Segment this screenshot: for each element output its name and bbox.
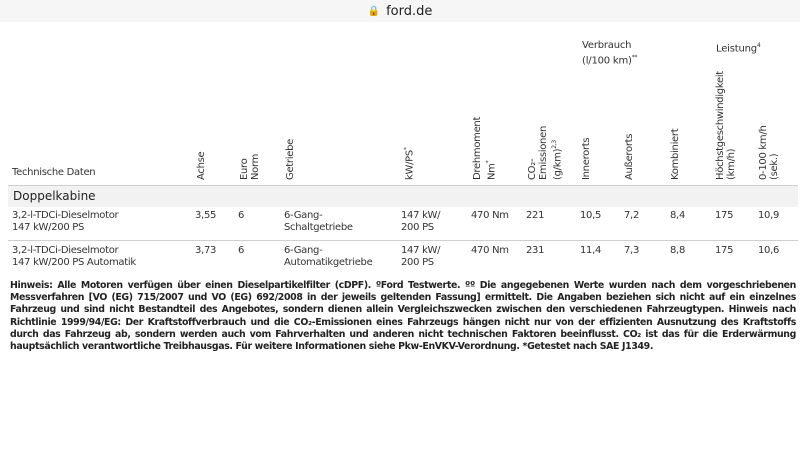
- col-header-technische-daten: Technische Daten: [12, 167, 96, 178]
- cell-getriebe: 6-Gang- Automatikgetriebe: [284, 245, 373, 268]
- group-header-leistung: [716, 40, 761, 55]
- table-row: [8, 240, 798, 277]
- cell-beschl: 10,6: [758, 245, 780, 256]
- col-header-innerorts: Innerorts: [581, 137, 592, 180]
- leistung-footnote: 4: [756, 42, 761, 49]
- cell-achse: 3,55: [195, 210, 217, 221]
- vmax-line2: (km/h): [726, 148, 737, 180]
- euro-norm-line2: Norm: [250, 153, 261, 180]
- cell-kwps: 147 kW/ 200 PS: [401, 210, 441, 233]
- euro-norm-line1: Euro: [239, 158, 250, 180]
- co2-line3: (g/km): [552, 148, 564, 180]
- drehmoment-footnote: *: [485, 160, 492, 164]
- cell-vmax: 175: [715, 210, 734, 221]
- cell-kombiniert: 8,4: [670, 210, 686, 221]
- col-header-achse: Achse: [196, 151, 207, 180]
- cell-co2: 231: [526, 245, 545, 256]
- cell-technik: 3,2-l-TDCi-Dieselmotor 147 kW/200 PS Automatik: [12, 245, 136, 268]
- col-header-drehmoment: [472, 117, 497, 180]
- drehmoment-line2: Nm: [486, 163, 498, 180]
- cell-kombiniert: 8,8: [670, 245, 686, 256]
- table-row: [8, 206, 798, 242]
- cell-co2: 221: [526, 210, 545, 221]
- co2-line2: Emissionen: [538, 126, 549, 180]
- cell-vmax: 175: [715, 245, 734, 256]
- cell-achse: 3,73: [195, 245, 217, 256]
- vmax-line1: Höchstgeschwindigkeit: [715, 71, 726, 180]
- col-header-euro-norm: [239, 154, 261, 180]
- cell-getriebe: 6-Gang- Schaltgetriebe: [284, 210, 353, 233]
- cell-innerorts: 11,4: [580, 245, 602, 256]
- verbrauch-unit: (l/100 km): [582, 55, 632, 67]
- cell-drehmoment: 470 Nm: [471, 245, 509, 256]
- co2-footnote: 2,3: [551, 140, 558, 149]
- cell-euro: 6: [238, 210, 245, 221]
- cell-ausserorts: 7,3: [624, 245, 640, 256]
- col-header-beschleunigung: [758, 126, 780, 180]
- cell-ausserorts: 7,2: [624, 210, 640, 221]
- cell-innerorts: 10,5: [580, 210, 602, 221]
- domain-label: ford.de: [386, 3, 433, 19]
- col-header-kombiniert: Kombiniert: [670, 128, 681, 180]
- cell-beschl: 10,9: [758, 210, 780, 221]
- col-header-hoechstgeschwindigkeit: [715, 71, 737, 180]
- address-bar[interactable]: [0, 0, 800, 22]
- cell-drehmoment: 470 Nm: [471, 210, 509, 221]
- cell-technik: 3,2-l-TDCi-Dieselmotor 147 kW/200 PS: [12, 210, 119, 233]
- verbrauch-label: Verbrauch: [582, 40, 632, 51]
- col-header-kw-ps: [401, 147, 415, 180]
- lock-icon: 🔒: [367, 5, 381, 17]
- cell-kwps: 147 kW/ 200 PS: [401, 245, 441, 268]
- section-header: [8, 185, 798, 207]
- co2-line1: CO₂-: [527, 158, 538, 180]
- cell-euro: 6: [238, 245, 245, 256]
- col-header-co2: [527, 126, 563, 180]
- col-header-getriebe: Getriebe: [285, 139, 296, 180]
- drehmoment-line1: Drehmoment: [472, 116, 483, 180]
- verbrauch-footnote: **: [631, 54, 638, 61]
- col-header-ausserorts: Außerorts: [624, 133, 635, 180]
- kw-ps-footnote: *: [403, 147, 410, 151]
- section-label: Doppelkabine: [13, 189, 96, 203]
- footnote-text: Hinweis: Alle Motoren verfügen über einen Dieselpartikelfilter (cDPF). ºFord Testwerte. ºº Die angegebenen Werte wurden nach dem vorgeschriebenen Messverfahren [VO (EG) 715/2007 und VO (EG) 692/2008 in der jeweils geltenden Fassung] ermittelt. Die Angaben beziehen sich nicht auf ein einzelnes Fahrzeug und sind nicht Bestandteil des Angebotes, sondern dienen allein Vergleichszwecken zwischen den verschiedenen Fahrzeugtypen. Hinweis nach Richtlinie 1999/94/EG: Der Kraftstoffverbrauch und die CO₂-Emissionen eines Fahrzeugs hängen nicht nur von der effizienten Ausnutzung des Kraftstoffs durch das Fahrzeug ab, sondern werden auch vom Fahrverhalten und anderen nicht technischen Faktoren beeinflusst. CO₂ ist das für die Erderwärmung hauptsächlich verantwortliche Treibhausgas. Für weitere Informationen siehe Pkw-EnVKV-Verordnung. *Getestet nach SAE J1349.: [10, 280, 796, 353]
- kw-ps-label: kW/PS: [404, 150, 416, 180]
- beschl-line1: 0-100 km/h: [758, 125, 769, 180]
- group-header-verbrauch: [582, 40, 637, 67]
- leistung-label: Leistung: [716, 43, 757, 55]
- beschl-line2: (sek.): [769, 153, 780, 180]
